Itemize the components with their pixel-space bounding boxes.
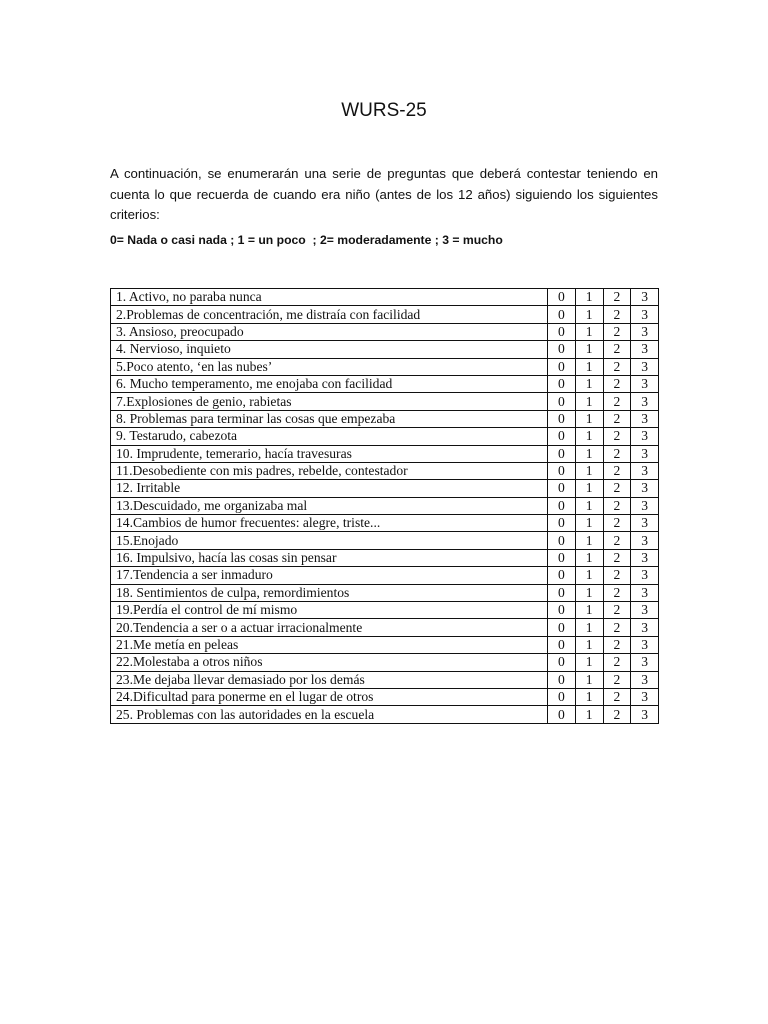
- questionnaire-row: [111, 410, 659, 427]
- rating-option-2[interactable]: 2: [603, 480, 631, 497]
- rating-option-1[interactable]: 1: [575, 323, 603, 340]
- questionnaire-row: [111, 671, 659, 688]
- question-text: 13.Descuidado, me organizaba mal: [111, 497, 548, 514]
- question-text: 18. Sentimientos de culpa, remordimientos: [111, 584, 548, 601]
- question-text: 20.Tendencia a ser o a actuar irracionalmente: [111, 619, 548, 636]
- rating-option-0[interactable]: 0: [548, 375, 576, 392]
- question-text: 17.Tendencia a ser inmaduro: [111, 567, 548, 584]
- rating-option-1[interactable]: 1: [575, 532, 603, 549]
- rating-option-2[interactable]: 2: [603, 671, 631, 688]
- rating-option-2[interactable]: 2: [603, 636, 631, 653]
- rating-option-1[interactable]: 1: [575, 636, 603, 653]
- rating-option-3[interactable]: 3: [631, 549, 659, 566]
- questionnaire-row: [111, 375, 659, 392]
- rating-option-1[interactable]: 1: [575, 584, 603, 601]
- rating-option-0[interactable]: 0: [548, 445, 576, 462]
- question-text: 1. Activo, no paraba nunca: [111, 289, 548, 306]
- rating-option-3[interactable]: 3: [631, 654, 659, 671]
- rating-option-2[interactable]: 2: [603, 410, 631, 427]
- rating-option-0[interactable]: 0: [548, 636, 576, 653]
- rating-option-1[interactable]: 1: [575, 549, 603, 566]
- rating-option-3[interactable]: 3: [631, 584, 659, 601]
- rating-option-0[interactable]: 0: [548, 323, 576, 340]
- rating-option-2[interactable]: 2: [603, 584, 631, 601]
- questionnaire-row: [111, 393, 659, 410]
- question-text: 24.Dificultad para ponerme en el lugar de otros: [111, 688, 548, 705]
- rating-option-2[interactable]: 2: [603, 306, 631, 323]
- rating-option-0[interactable]: 0: [548, 428, 576, 445]
- rating-option-3[interactable]: 3: [631, 393, 659, 410]
- rating-option-0[interactable]: 0: [548, 515, 576, 532]
- rating-option-1[interactable]: 1: [575, 515, 603, 532]
- question-text: 19.Perdía el control de mí mismo: [111, 602, 548, 619]
- rating-option-3[interactable]: 3: [631, 358, 659, 375]
- rating-option-0[interactable]: 0: [548, 688, 576, 705]
- rating-option-1[interactable]: 1: [575, 706, 603, 723]
- rating-option-3[interactable]: 3: [631, 619, 659, 636]
- question-text: 15.Enojado: [111, 532, 548, 549]
- rating-option-2[interactable]: 2: [603, 428, 631, 445]
- rating-criteria: 0= Nada o casi nada ; 1 = un poco ; 2= moderadamente ; 3 = mucho: [110, 233, 503, 247]
- question-text: 12. Irritable: [111, 480, 548, 497]
- questionnaire-row: [111, 549, 659, 566]
- rating-option-2[interactable]: 2: [603, 688, 631, 705]
- questionnaire-row: [111, 584, 659, 601]
- rating-option-0[interactable]: 0: [548, 480, 576, 497]
- rating-option-3[interactable]: 3: [631, 480, 659, 497]
- rating-option-0[interactable]: 0: [548, 654, 576, 671]
- questionnaire-row: [111, 323, 659, 340]
- rating-option-1[interactable]: 1: [575, 445, 603, 462]
- questionnaire-row: [111, 636, 659, 653]
- rating-option-1[interactable]: 1: [575, 410, 603, 427]
- rating-option-1[interactable]: 1: [575, 688, 603, 705]
- rating-option-2[interactable]: 2: [603, 358, 631, 375]
- rating-option-2[interactable]: 2: [603, 323, 631, 340]
- questionnaire-row: [111, 706, 659, 723]
- rating-option-3[interactable]: 3: [631, 462, 659, 479]
- rating-option-0[interactable]: 0: [548, 619, 576, 636]
- rating-option-2[interactable]: 2: [603, 341, 631, 358]
- rating-option-2[interactable]: 2: [603, 445, 631, 462]
- rating-option-2[interactable]: 2: [603, 619, 631, 636]
- question-text: 22.Molestaba a otros niños: [111, 654, 548, 671]
- rating-option-0[interactable]: 0: [548, 706, 576, 723]
- rating-option-2[interactable]: 2: [603, 654, 631, 671]
- rating-option-3[interactable]: 3: [631, 671, 659, 688]
- question-text: 8. Problemas para terminar las cosas que empezaba: [111, 410, 548, 427]
- question-text: 25. Problemas con las autoridades en la escuela: [111, 706, 548, 723]
- rating-option-2[interactable]: 2: [603, 462, 631, 479]
- rating-option-1[interactable]: 1: [575, 306, 603, 323]
- rating-option-3[interactable]: 3: [631, 688, 659, 705]
- question-text: 16. Impulsivo, hacía las cosas sin pensar: [111, 549, 548, 566]
- rating-option-0[interactable]: 0: [548, 549, 576, 566]
- questionnaire-body: [111, 289, 659, 724]
- questionnaire-row: [111, 462, 659, 479]
- rating-option-1[interactable]: 1: [575, 462, 603, 479]
- rating-option-1[interactable]: 1: [575, 602, 603, 619]
- questionnaire-row: [111, 341, 659, 358]
- questionnaire-row: [111, 602, 659, 619]
- rating-option-0[interactable]: 0: [548, 462, 576, 479]
- question-text: 11.Desobediente con mis padres, rebelde, contestador: [111, 462, 548, 479]
- rating-option-0[interactable]: 0: [548, 497, 576, 514]
- question-text: 14.Cambios de humor frecuentes: alegre, triste...: [111, 515, 548, 532]
- rating-option-1[interactable]: 1: [575, 497, 603, 514]
- rating-option-0[interactable]: 0: [548, 341, 576, 358]
- rating-option-1[interactable]: 1: [575, 671, 603, 688]
- questionnaire-row: [111, 497, 659, 514]
- question-text: 9. Testarudo, cabezota: [111, 428, 548, 445]
- rating-option-0[interactable]: 0: [548, 289, 576, 306]
- questionnaire-table: [110, 288, 659, 724]
- instructions-paragraph: A continuación, se enumerarán una serie de preguntas que deberá contestar teniendo en cuenta lo que recuerda de cuando era niño (antes de los 12 años) siguiendo los siguientes criterios:: [110, 166, 658, 222]
- rating-option-3[interactable]: 3: [631, 375, 659, 392]
- question-text: 10. Imprudente, temerario, hacía travesuras: [111, 445, 548, 462]
- rating-option-3[interactable]: 3: [631, 341, 659, 358]
- questionnaire-row: [111, 688, 659, 705]
- rating-option-1[interactable]: 1: [575, 567, 603, 584]
- rating-option-0[interactable]: 0: [548, 393, 576, 410]
- questionnaire-row: [111, 480, 659, 497]
- rating-option-0[interactable]: 0: [548, 532, 576, 549]
- questionnaire-row: [111, 358, 659, 375]
- rating-option-0[interactable]: 0: [548, 567, 576, 584]
- rating-option-0[interactable]: 0: [548, 410, 576, 427]
- rating-option-3[interactable]: 3: [631, 445, 659, 462]
- rating-option-3[interactable]: 3: [631, 636, 659, 653]
- rating-option-0[interactable]: 0: [548, 584, 576, 601]
- questionnaire-row: [111, 654, 659, 671]
- rating-option-2[interactable]: 2: [603, 393, 631, 410]
- rating-option-3[interactable]: 3: [631, 532, 659, 549]
- question-text: 2.Problemas de concentración, me distraía con facilidad: [111, 306, 548, 323]
- rating-option-2[interactable]: 2: [603, 289, 631, 306]
- question-text: 7.Explosiones de genio, rabietas: [111, 393, 548, 410]
- rating-option-2[interactable]: 2: [603, 532, 631, 549]
- rating-option-1[interactable]: 1: [575, 654, 603, 671]
- rating-option-2[interactable]: 2: [603, 602, 631, 619]
- rating-option-3[interactable]: 3: [631, 289, 659, 306]
- rating-option-3[interactable]: 3: [631, 497, 659, 514]
- rating-option-3[interactable]: 3: [631, 706, 659, 723]
- rating-option-1[interactable]: 1: [575, 341, 603, 358]
- question-text: 23.Me dejaba llevar demasiado por los demás: [111, 671, 548, 688]
- rating-option-3[interactable]: 3: [631, 323, 659, 340]
- rating-option-2[interactable]: 2: [603, 375, 631, 392]
- rating-option-3[interactable]: 3: [631, 410, 659, 427]
- rating-option-1[interactable]: 1: [575, 428, 603, 445]
- questionnaire-row: [111, 532, 659, 549]
- rating-option-3[interactable]: 3: [631, 602, 659, 619]
- questionnaire-row: [111, 445, 659, 462]
- questionnaire-row: [111, 567, 659, 584]
- rating-option-1[interactable]: 1: [575, 393, 603, 410]
- questionnaire-row: [111, 289, 659, 306]
- rating-option-0[interactable]: 0: [548, 671, 576, 688]
- rating-option-2[interactable]: 2: [603, 549, 631, 566]
- question-text: 6. Mucho temperamento, me enojaba con facilidad: [111, 375, 548, 392]
- rating-option-1[interactable]: 1: [575, 358, 603, 375]
- rating-option-2[interactable]: 2: [603, 567, 631, 584]
- rating-option-0[interactable]: 0: [548, 602, 576, 619]
- questionnaire-row: [111, 428, 659, 445]
- question-text: 4. Nervioso, inquieto: [111, 341, 548, 358]
- rating-option-1[interactable]: 1: [575, 375, 603, 392]
- document-title: WURS-25: [341, 100, 427, 121]
- rating-option-2[interactable]: 2: [603, 497, 631, 514]
- rating-option-2[interactable]: 2: [603, 515, 631, 532]
- questionnaire-row: [111, 306, 659, 323]
- rating-option-3[interactable]: 3: [631, 567, 659, 584]
- rating-option-1[interactable]: 1: [575, 289, 603, 306]
- rating-option-0[interactable]: 0: [548, 358, 576, 375]
- rating-option-1[interactable]: 1: [575, 480, 603, 497]
- questionnaire-row: [111, 619, 659, 636]
- rating-option-2[interactable]: 2: [603, 706, 631, 723]
- rating-option-1[interactable]: 1: [575, 619, 603, 636]
- rating-option-0[interactable]: 0: [548, 306, 576, 323]
- rating-option-3[interactable]: 3: [631, 428, 659, 445]
- question-text: 3. Ansioso, preocupado: [111, 323, 548, 340]
- question-text: 21.Me metía en peleas: [111, 636, 548, 653]
- questionnaire-row: [111, 515, 659, 532]
- rating-option-3[interactable]: 3: [631, 306, 659, 323]
- question-text: 5.Poco atento, ‘en las nubes’: [111, 358, 548, 375]
- rating-option-3[interactable]: 3: [631, 515, 659, 532]
